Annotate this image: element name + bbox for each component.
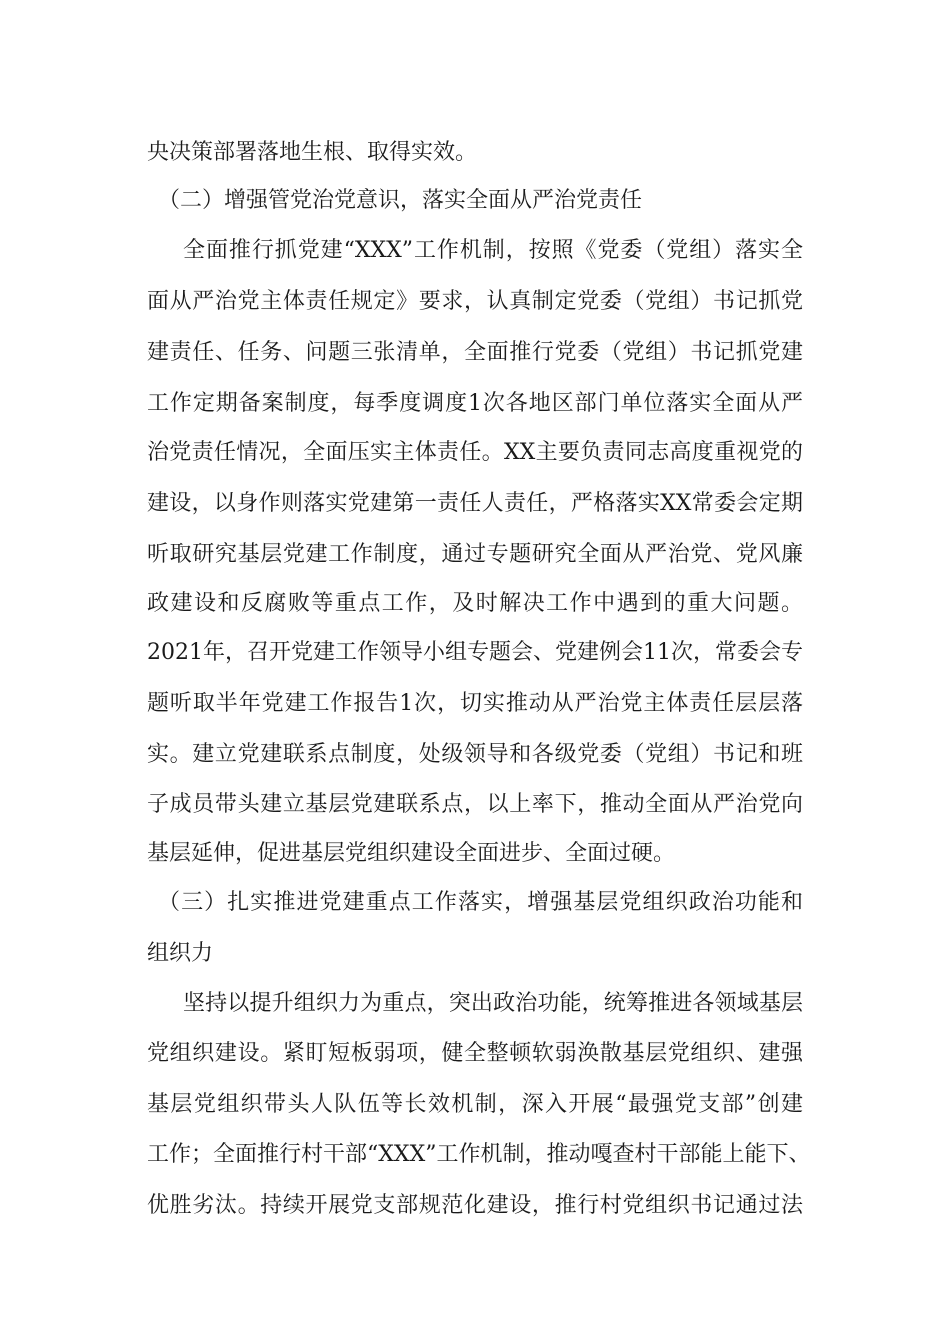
paragraph-line: 全面推行抓党建“XXX”工作机制，按照《党委（党组）落实全 xyxy=(183,238,803,263)
paragraph-line: 面从严治党主体责任规定》要求，认真制定党委（党组）书记抓党 xyxy=(147,289,803,314)
paragraph-line: 建责任、任务、问题三张清单，全面推行党委（党组）书记抓党建 xyxy=(147,340,803,365)
paragraph-line: 实。建立党建联系点制度，处级领导和各级党委（党组）书记和班 xyxy=(147,742,803,767)
paragraph-line: 坚持以提升组织力为重点，突出政治功能，统筹推进各领域基层 xyxy=(183,991,803,1016)
paragraph-line: 治党责任情况，全面压实主体责任。XX主要负责同志高度重视党的 xyxy=(147,440,803,465)
paragraph-line: 子成员带头建立基层党建联系点，以上率下，推动全面从严治党向 xyxy=(147,792,803,817)
paragraph-line: 央决策部署落地生根、取得实效。 xyxy=(147,140,478,165)
paragraph-line: 基层党组织带头人队伍等长效机制，深入开展“最强党支部”创建 xyxy=(147,1092,803,1117)
paragraph-line: 题听取半年党建工作报告1次，切实推动从严治党主体责任层层落 xyxy=(147,691,803,716)
section-heading-3: （三）扎实推进党建重点工作落实，增强基层党组织政治功能和 xyxy=(158,890,803,915)
paragraph-line: 基层延伸，促进基层党组织建设全面进步、全面过硬。 xyxy=(147,841,676,866)
paragraph-line: 2021年，召开党建工作领导小组专题会、党建例会11次，常委会专 xyxy=(147,640,803,665)
paragraph-line: 党组织建设。紧盯短板弱项，健全整顿软弱涣散基层党组织、建强 xyxy=(147,1041,803,1066)
paragraph-line: 听取研究基层党建工作制度，通过专题研究全面从严治党、党风廉 xyxy=(147,542,803,567)
section-heading-2: （二）增强管党治党意识，落实全面从严治党责任 xyxy=(158,188,643,213)
paragraph-line: 政建设和反腐败等重点工作，及时解决工作中遇到的重大问题。 xyxy=(147,591,803,616)
paragraph-line: 工作定期备案制度，每季度调度1次各地区部门单位落实全面从严 xyxy=(147,391,803,416)
paragraph-line: 建设，以身作则落实党建第一责任人责任，严格落实XX常委会定期 xyxy=(147,491,803,516)
section-heading-3-cont: 组织力 xyxy=(147,941,214,966)
paragraph-line: 工作；全面推行村干部“XXX”工作机制，推动嘎查村干部能上能下、 xyxy=(147,1142,811,1167)
paragraph-line: 优胜劣汰。持续开展党支部规范化建设，推行村党组织书记通过法 xyxy=(147,1193,803,1218)
